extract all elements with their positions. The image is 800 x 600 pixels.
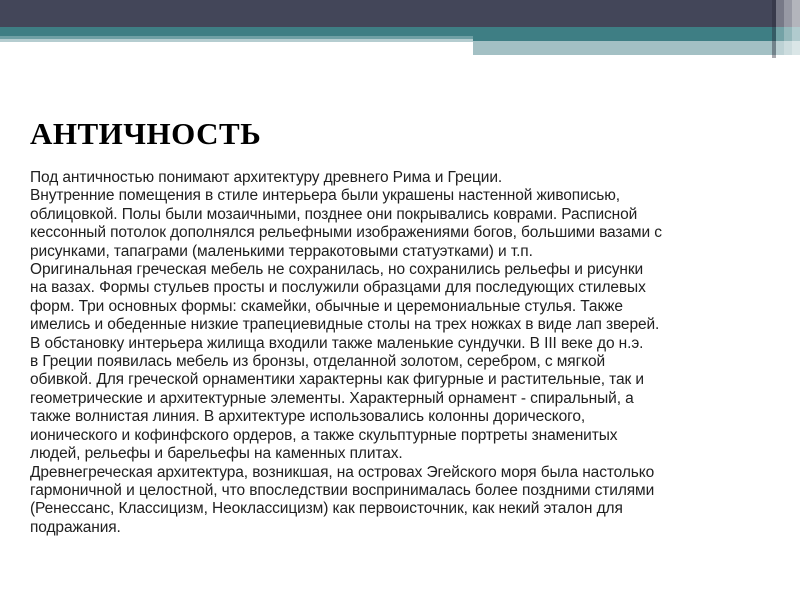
header-stripe-pale-left bbox=[0, 39, 473, 42]
body-text-line: Под античностью понимают архитектуру древнего Рима и Греции. bbox=[30, 169, 503, 186]
header-bar-dark bbox=[0, 0, 800, 27]
body-text-line: облицовкой. Полы были мозаичными, позднее они покрывались коврами. Расписной bbox=[30, 205, 638, 223]
body-text-line: В обстановку интерьера жилища входили также маленькие сундучки. В III веке до н.э. bbox=[30, 334, 644, 352]
slide-title: АНТИЧНОСТЬ bbox=[30, 116, 262, 151]
body-text-line: (Ренессанс, Классицизм, Неоклассицизм) как первоисточник, как некий эталон для bbox=[30, 500, 623, 518]
body-text-line: в Греции появилась мебель из бронзы, отделанной золотом, серебром, с мягкой bbox=[30, 353, 606, 371]
body-text-line: Внутренние помещения в стиле интерьера были украшены настенной живописью, bbox=[30, 187, 621, 205]
header-vertical-stripe-light-1 bbox=[776, 0, 784, 58]
body-text-line: гармоничной и целостной, что впоследствии воспринималась более поздними стилями bbox=[30, 481, 655, 499]
body-text-line: обивкой. Для греческой орнаментики характерны как фигурные и растительные, так и bbox=[30, 371, 644, 389]
body-text-line: геометрические и архитектурные элементы. Характерный орнамент - спиральный, а bbox=[30, 389, 634, 407]
header-vertical-stripe-light-3 bbox=[792, 0, 800, 58]
header-block-pale-right bbox=[473, 41, 800, 55]
header-bar-teal bbox=[0, 27, 800, 36]
body-text-line: Древнегреческая архитектура, возникшая, на островах Эгейского моря была настолько bbox=[30, 463, 655, 481]
body-text-line: форм. Три основных формы: скамейки, обычные и церемониальные стулья. Также bbox=[30, 297, 623, 315]
body-text-line: кессонный потолок дополнялся рельефными изображениями богов, большими вазами с bbox=[30, 224, 662, 242]
body-text-line: также волнистая линия. В архитектуре использовались колонны дорического, bbox=[30, 408, 586, 426]
body-text-line: рисунками, тапаграми (маленькими терракотовыми статуэтками) и т.п. bbox=[30, 242, 533, 260]
body-text-line: людей, рельефы и барельефы на каменных плитах. bbox=[30, 445, 403, 463]
body-text-line: Оригинальная греческая мебель не сохранилась, но сохранились рельефы и рисунки bbox=[30, 261, 644, 279]
body-text-line: на вазах. Формы стульев просты и послужили образцами для последующих стилевых bbox=[30, 279, 646, 297]
body-text-line: ионического и кофинфского ордеров, а также скульптурные портреты знаменитых bbox=[30, 426, 618, 444]
body-text-line: имелись и обеденные низкие трапециевидные столы на трех ножках в виде лап зверей. bbox=[30, 316, 660, 334]
header-decoration bbox=[0, 0, 800, 62]
body-text-line: подражания. bbox=[30, 518, 121, 536]
slide-body-text bbox=[30, 169, 662, 537]
header-vertical-stripe-light-2 bbox=[784, 0, 792, 58]
